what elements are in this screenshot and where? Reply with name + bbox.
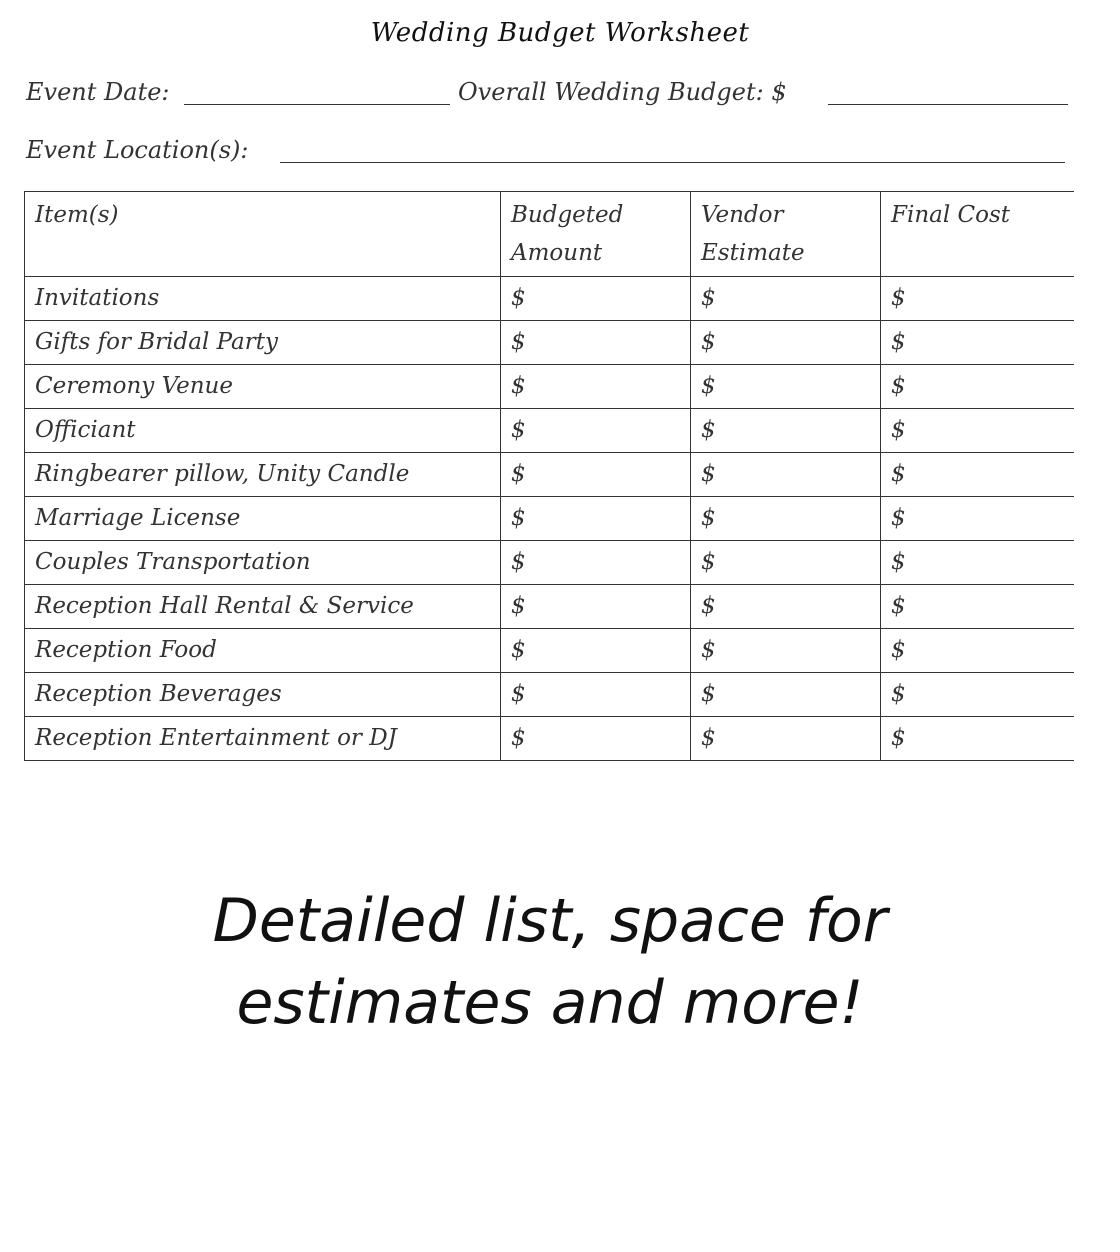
budgeted-amount-cell[interactable]: $ bbox=[501, 365, 691, 409]
final-cost-cell[interactable]: $ bbox=[881, 629, 1074, 673]
item-cell: Ceremony Venue bbox=[25, 365, 501, 409]
vendor-estimate-cell[interactable]: $ bbox=[691, 717, 881, 761]
budgeted-amount-cell[interactable]: $ bbox=[501, 717, 691, 761]
table-row bbox=[25, 453, 1074, 497]
header-final-cost: Final Cost bbox=[881, 192, 1074, 277]
budgeted-amount-cell[interactable]: $ bbox=[501, 629, 691, 673]
table-row bbox=[25, 673, 1074, 717]
budgeted-amount-cell[interactable]: $ bbox=[501, 497, 691, 541]
header-vendor-line2: Estimate bbox=[701, 240, 805, 266]
vendor-estimate-cell[interactable]: $ bbox=[691, 629, 881, 673]
vendor-estimate-cell[interactable]: $ bbox=[691, 541, 881, 585]
final-cost-cell[interactable]: $ bbox=[881, 541, 1074, 585]
item-cell: Reception Food bbox=[25, 629, 501, 673]
final-cost-cell[interactable]: $ bbox=[881, 585, 1074, 629]
item-cell: Reception Hall Rental & Service bbox=[25, 585, 501, 629]
tagline-line2: estimates and more! bbox=[236, 968, 864, 1038]
budgeted-amount-cell[interactable]: $ bbox=[501, 409, 691, 453]
final-cost-cell[interactable]: $ bbox=[881, 365, 1074, 409]
vendor-estimate-cell[interactable]: $ bbox=[691, 277, 881, 321]
page-title: Wedding Budget Worksheet bbox=[370, 18, 750, 48]
final-cost-cell[interactable]: $ bbox=[881, 277, 1074, 321]
item-cell: Reception Beverages bbox=[25, 673, 501, 717]
overall-budget-field[interactable] bbox=[828, 104, 1068, 105]
table-row bbox=[25, 541, 1074, 585]
vendor-estimate-cell[interactable]: $ bbox=[691, 409, 881, 453]
budgeted-amount-cell[interactable]: $ bbox=[501, 453, 691, 497]
header-vendor-line1: Vendor bbox=[701, 202, 784, 228]
table-row bbox=[25, 497, 1074, 541]
budgeted-amount-cell[interactable]: $ bbox=[501, 585, 691, 629]
event-location-label: Event Location(s): bbox=[26, 136, 249, 164]
header-item: Item(s) bbox=[25, 192, 501, 277]
vendor-estimate-cell[interactable]: $ bbox=[691, 321, 881, 365]
item-cell: Invitations bbox=[25, 277, 501, 321]
final-cost-cell[interactable]: $ bbox=[881, 409, 1074, 453]
final-cost-cell[interactable]: $ bbox=[881, 321, 1074, 365]
overall-budget-label: Overall Wedding Budget: $ bbox=[458, 78, 787, 106]
budget-table bbox=[24, 191, 1074, 761]
vendor-estimate-cell[interactable]: $ bbox=[691, 453, 881, 497]
final-cost-cell[interactable]: $ bbox=[881, 453, 1074, 497]
table-row bbox=[25, 629, 1074, 673]
header-budgeted-line1: Budgeted bbox=[511, 202, 624, 228]
item-cell: Couples Transportation bbox=[25, 541, 501, 585]
vendor-estimate-cell[interactable]: $ bbox=[691, 673, 881, 717]
table-row bbox=[25, 585, 1074, 629]
header-budgeted-amount bbox=[501, 192, 691, 277]
table-row bbox=[25, 321, 1074, 365]
budgeted-amount-cell[interactable]: $ bbox=[501, 277, 691, 321]
table-row bbox=[25, 365, 1074, 409]
vendor-estimate-cell[interactable]: $ bbox=[691, 365, 881, 409]
table-header-row bbox=[25, 192, 1074, 277]
item-cell: Officiant bbox=[25, 409, 501, 453]
tagline-line1: Detailed list, space for bbox=[212, 886, 888, 956]
event-date-field[interactable] bbox=[184, 104, 450, 105]
tagline bbox=[0, 880, 1100, 1044]
table-row bbox=[25, 277, 1074, 321]
budgeted-amount-cell[interactable]: $ bbox=[501, 321, 691, 365]
final-cost-cell[interactable]: $ bbox=[881, 497, 1074, 541]
item-cell: Gifts for Bridal Party bbox=[25, 321, 501, 365]
budgeted-amount-cell[interactable]: $ bbox=[501, 673, 691, 717]
event-date-label: Event Date: bbox=[26, 78, 170, 106]
item-cell: Reception Entertainment or DJ bbox=[25, 717, 501, 761]
table-row bbox=[25, 409, 1074, 453]
table-row bbox=[25, 717, 1074, 761]
header-vendor-estimate bbox=[691, 192, 881, 277]
vendor-estimate-cell[interactable]: $ bbox=[691, 497, 881, 541]
item-cell: Marriage License bbox=[25, 497, 501, 541]
event-location-field[interactable] bbox=[280, 162, 1065, 163]
final-cost-cell[interactable]: $ bbox=[881, 717, 1074, 761]
vendor-estimate-cell[interactable]: $ bbox=[691, 585, 881, 629]
final-cost-cell[interactable]: $ bbox=[881, 673, 1074, 717]
budget-table-container bbox=[24, 191, 1074, 751]
budgeted-amount-cell[interactable]: $ bbox=[501, 541, 691, 585]
header-budgeted-line2: Amount bbox=[511, 240, 603, 266]
item-cell: Ringbearer pillow, Unity Candle bbox=[25, 453, 501, 497]
